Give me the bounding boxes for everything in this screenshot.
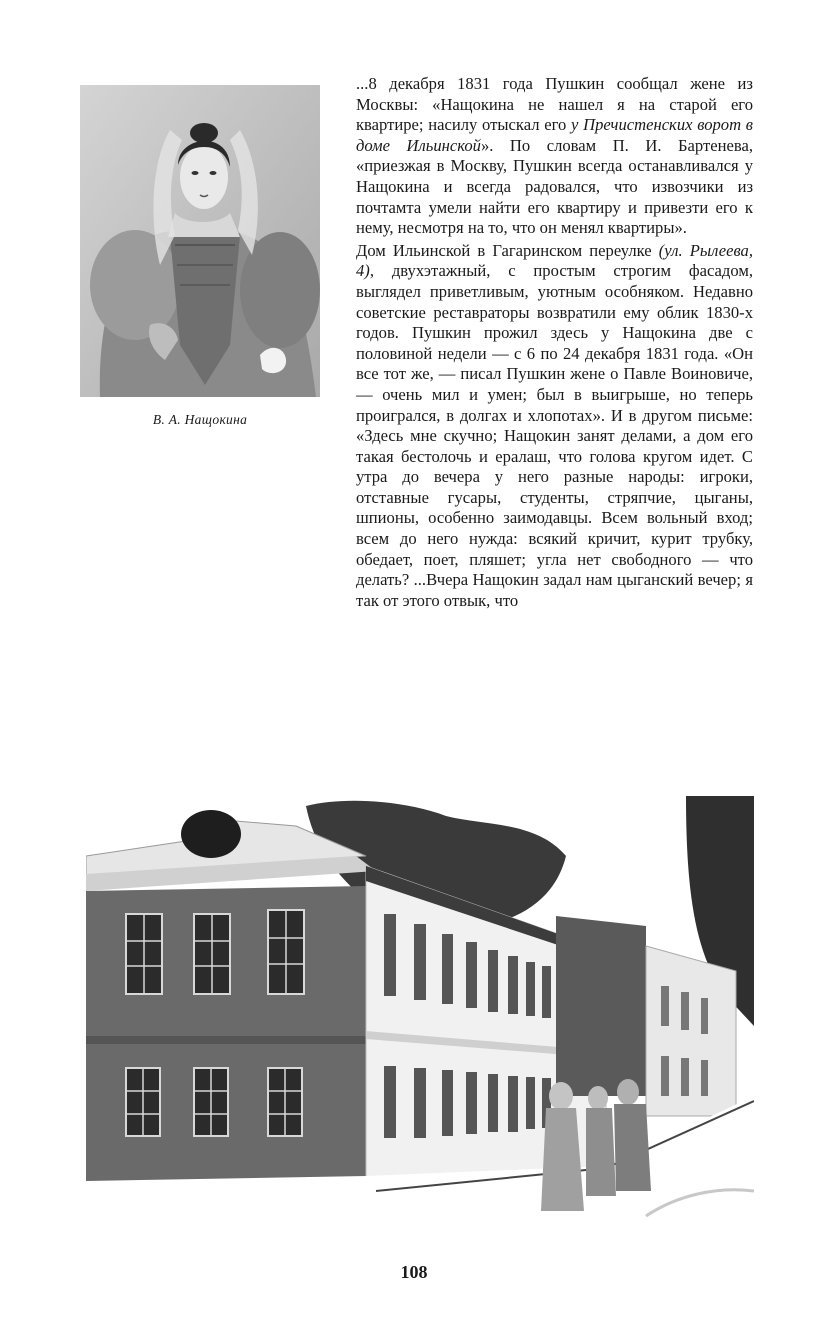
page-number: 108 [400,1262,428,1282]
paragraph-1-italic: у Пречистенских ворот в доме Ильинской [356,115,753,155]
paragraph-1 [356,74,753,239]
portrait-caption: В. А. Нащокина [152,412,248,427]
paragraph-1-end: ». По словам П. И. Бартенева, «приезжая в Москву, Пушкин всегда останавливался у Нащокина и всегда радовался, что извозчики из почтамта умели найти его квартиру и привезти его к нему, несмотря на то, что он менял квартиры». [356,135,753,238]
portrait-image [80,85,320,397]
paragraph-2-end: , двухэтажный, с простым строгим фасадом, выглядел приветливым, уютным особняком. Недавно советские реставраторы возвратили ему облик 1830-х годов. Пушкин прожил здесь у Нащокина две с половиной недели — с 6 по 24 декабря 1831 года. «Он все тот же, — писал Пушкин жене о Павле Воиновиче, — очень мил и умен; был в выигрыше, но теперь проигрался, в долгах и хлопотах». И в другом письме: «Здесь мне скучно; Нащокин занят делами, а дом его такая бестолочь и ералаш, что голова кругом идет. С утра до вечера у него разные народы: игроки, отставные гусары, студенты, стряпчие, цыганы, шпионы, особенно заимодавцы. Всем вольный вход; всем до него нужда: всякий кричит, курит трубку, обедает, поет, пляшет; угла нет свободного — что делать? ...Вчера Нащокин задал нам цыганский вечер; я так от этого отвык, что [356,261,753,610]
paragraph-1-start: ...8 декабря 1831 года Пушкин сообщал жене из Москвы: «Нащокина не нашел я на старой его квартире; насилу отыскал его [356,74,753,135]
house-illustration [86,796,754,1244]
body-text [356,74,753,611]
house-drawing [86,796,754,1244]
paragraph-2-italic: (ул. Рылеева, 4) [356,240,753,281]
paragraph-2 [356,241,753,612]
portrait-drawing [80,85,320,397]
paragraph-2-start: Дом Ильинской в Гагаринском переулке [356,240,659,260]
